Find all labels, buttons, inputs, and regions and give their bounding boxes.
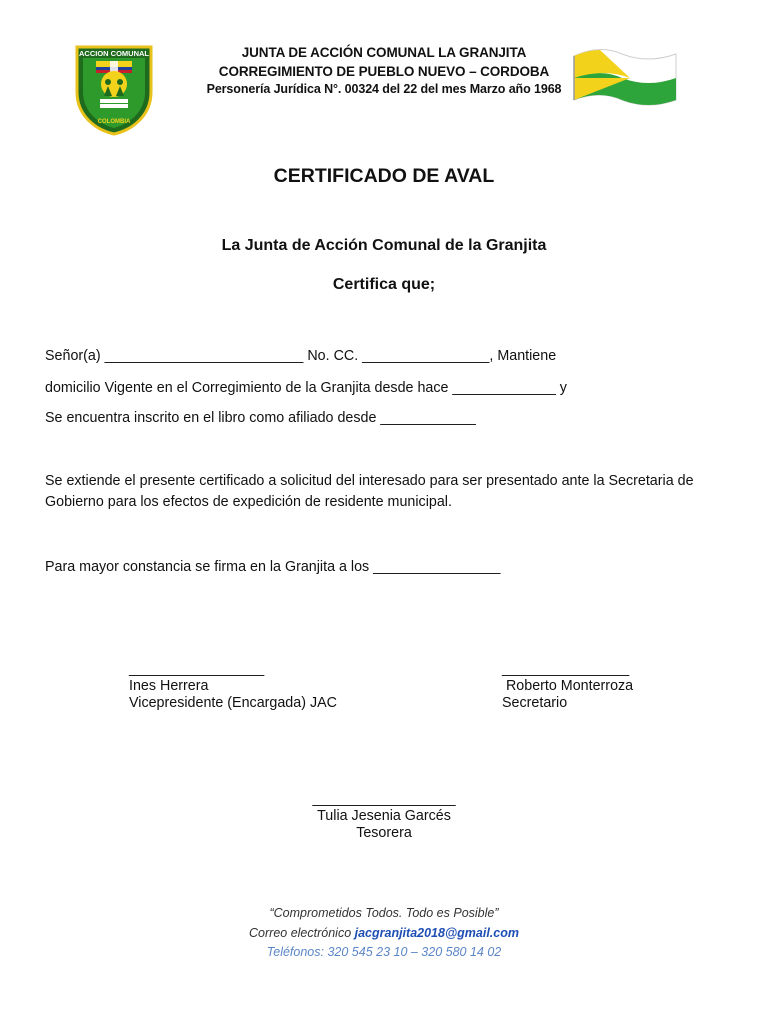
- certifies-heading: Certifica que;: [332, 276, 436, 293]
- accion-comunal-logo: [74, 44, 154, 136]
- footer-slogan: “Comprometidos Todos. Todo es Posible”: [269, 906, 499, 920]
- accion-comunal-shield-icon: [74, 44, 154, 136]
- logo-top-text: ACCION COMUNAL: [79, 49, 149, 58]
- body-paragraph-purpose: Se extiende el presente certificado a solicitud del interesado para ser presentado ante la Secretaria de Gobierno para los efectos de expedición de residente municipal.: [45, 473, 694, 510]
- body-line-name-id: Señor(a) _________________________ No. CC. ________________, Mantiene: [45, 348, 557, 364]
- signature-block-secretary: [502, 661, 633, 712]
- header-organization: JUNTA DE ACCIÓN COMUNAL LA GRANJITA: [241, 45, 527, 60]
- signer-role: Tesorera: [356, 825, 412, 841]
- document-subtitle: La Junta de Acción Comunal de la Granjita: [221, 237, 547, 254]
- body-line-affiliation: Se encuentra inscrito en el libro como afiliado desde ____________: [45, 410, 476, 426]
- body-line-signing-date: Para mayor constancia se firma en la Granjita a los ________________: [45, 559, 501, 575]
- footer-email-link[interactable]: jacgranjita2018@gmail.com: [354, 926, 519, 940]
- signer-name: Tulia Jesenia Garcés: [317, 808, 451, 824]
- signature-line: __________________: [312, 791, 456, 807]
- signature-block-treasurer: [284, 791, 484, 842]
- signer-name: Ines Herrera: [129, 678, 209, 694]
- body-line-residence: domicilio Vigente en el Corregimiento de la Granjita desde hace _____________ y: [45, 380, 567, 396]
- signature-block-vicepresident: [129, 661, 337, 712]
- signer-role: Vicepresidente (Encargada) JAC: [129, 695, 337, 711]
- footer-phones: Teléfonos: 320 545 23 10 – 320 580 14 02: [266, 945, 502, 959]
- logo-bottom-text: COLOMBIA: [97, 119, 131, 125]
- signature-line: ________________: [502, 661, 630, 677]
- footer-email-line: [0, 926, 768, 940]
- footer-email-label: Correo electrónico: [249, 926, 355, 940]
- header-location: CORREGIMIENTO DE PUEBLO NUEVO – CORDOBA: [218, 64, 550, 79]
- signature-line: _________________: [129, 661, 265, 677]
- document-title: CERTIFICADO DE AVAL: [273, 165, 495, 187]
- header-legal-registration: Personería Jurídica N°. 00324 del 22 del mes Marzo año 1968: [206, 82, 562, 96]
- signer-name: Roberto Monterroza: [502, 678, 634, 694]
- signer-role: Secretario: [502, 695, 568, 711]
